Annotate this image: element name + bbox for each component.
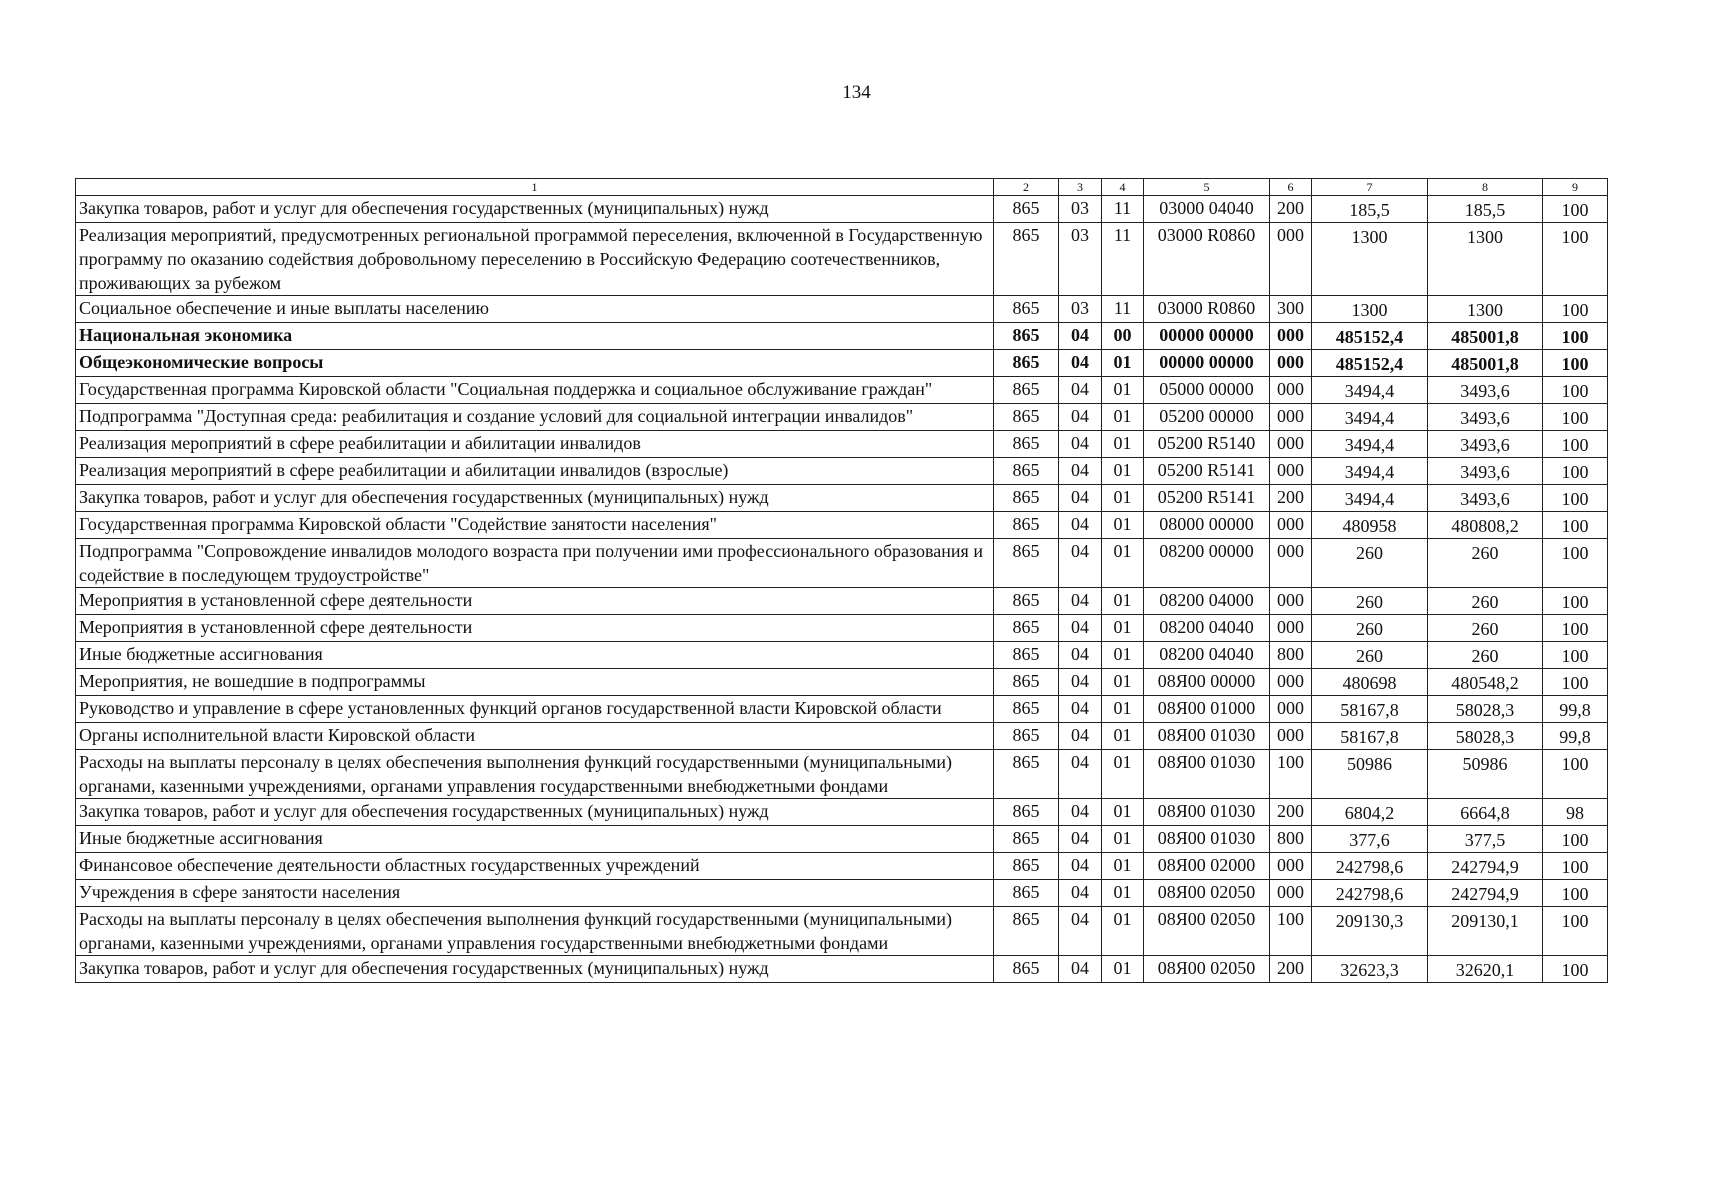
planned-amount-cell: 3494,4 bbox=[1312, 431, 1428, 458]
planned-amount-cell: 209130,3 bbox=[1312, 907, 1428, 956]
section-code-cell: 04 bbox=[1059, 588, 1102, 615]
execution-percent-cell: 100 bbox=[1543, 907, 1608, 956]
table-row bbox=[76, 512, 1608, 539]
subsection-code-cell: 11 bbox=[1102, 223, 1144, 296]
item-name-cell: Реализация мероприятий в сфере реабилитации и абилитации инвалидов bbox=[76, 431, 994, 458]
executed-amount-cell: 480808,2 bbox=[1428, 512, 1543, 539]
expense-type-cell: 800 bbox=[1270, 826, 1312, 853]
execution-percent-cell: 100 bbox=[1543, 296, 1608, 323]
planned-amount-cell: 6804,2 bbox=[1312, 799, 1428, 826]
item-name-cell: Закупка товаров, работ и услуг для обеспечения государственных (муниципальных) нужд bbox=[76, 799, 994, 826]
column-header: 1 bbox=[76, 179, 994, 196]
ministry-code-cell: 865 bbox=[994, 323, 1059, 350]
subsection-code-cell: 01 bbox=[1102, 799, 1144, 826]
expense-type-cell: 100 bbox=[1270, 907, 1312, 956]
section-code-cell: 04 bbox=[1059, 669, 1102, 696]
executed-amount-cell: 485001,8 bbox=[1428, 350, 1543, 377]
expense-type-cell: 200 bbox=[1270, 956, 1312, 983]
expense-type-cell: 100 bbox=[1270, 750, 1312, 799]
planned-amount-cell: 32623,3 bbox=[1312, 956, 1428, 983]
subsection-code-cell: 01 bbox=[1102, 907, 1144, 956]
execution-percent-cell: 100 bbox=[1543, 539, 1608, 588]
executed-amount-cell: 32620,1 bbox=[1428, 956, 1543, 983]
column-header: 4 bbox=[1102, 179, 1144, 196]
planned-amount-cell: 242798,6 bbox=[1312, 880, 1428, 907]
table-row bbox=[76, 956, 1608, 983]
target-article-cell: 08Я00 01030 bbox=[1144, 723, 1270, 750]
executed-amount-cell: 242794,9 bbox=[1428, 853, 1543, 880]
executed-amount-cell: 3493,6 bbox=[1428, 458, 1543, 485]
ministry-code-cell: 865 bbox=[994, 880, 1059, 907]
target-article-cell: 05200 R5141 bbox=[1144, 458, 1270, 485]
ministry-code-cell: 865 bbox=[994, 458, 1059, 485]
subsection-code-cell: 01 bbox=[1102, 431, 1144, 458]
planned-amount-cell: 485152,4 bbox=[1312, 350, 1428, 377]
table-row bbox=[76, 588, 1608, 615]
section-code-cell: 04 bbox=[1059, 826, 1102, 853]
item-name-cell: Реализация мероприятий в сфере реабилитации и абилитации инвалидов (взрослые) bbox=[76, 458, 994, 485]
item-name-cell: Иные бюджетные ассигнования bbox=[76, 642, 994, 669]
item-name-cell: Национальная экономика bbox=[76, 323, 994, 350]
target-article-cell: 05000 00000 bbox=[1144, 377, 1270, 404]
item-name-cell: Социальное обеспечение и иные выплаты населению bbox=[76, 296, 994, 323]
execution-percent-cell: 100 bbox=[1543, 669, 1608, 696]
item-name-cell: Государственная программа Кировской области "Социальная поддержка и социальное обслуживание граждан" bbox=[76, 377, 994, 404]
executed-amount-cell: 3493,6 bbox=[1428, 377, 1543, 404]
section-code-cell: 04 bbox=[1059, 880, 1102, 907]
item-name-cell: Финансовое обеспечение деятельности областных государственных учреждений bbox=[76, 853, 994, 880]
ministry-code-cell: 865 bbox=[994, 799, 1059, 826]
executed-amount-cell: 58028,3 bbox=[1428, 723, 1543, 750]
table-row bbox=[76, 907, 1608, 956]
subsection-code-cell: 01 bbox=[1102, 485, 1144, 512]
execution-percent-cell: 100 bbox=[1543, 377, 1608, 404]
execution-percent-cell: 100 bbox=[1543, 880, 1608, 907]
planned-amount-cell: 260 bbox=[1312, 588, 1428, 615]
planned-amount-cell: 260 bbox=[1312, 615, 1428, 642]
executed-amount-cell: 377,5 bbox=[1428, 826, 1543, 853]
target-article-cell: 00000 00000 bbox=[1144, 350, 1270, 377]
section-code-cell: 03 bbox=[1059, 223, 1102, 296]
column-header: 8 bbox=[1428, 179, 1543, 196]
planned-amount-cell: 260 bbox=[1312, 539, 1428, 588]
ministry-code-cell: 865 bbox=[994, 223, 1059, 296]
planned-amount-cell: 58167,8 bbox=[1312, 723, 1428, 750]
ministry-code-cell: 865 bbox=[994, 615, 1059, 642]
item-name-cell: Расходы на выплаты персоналу в целях обеспечения выполнения функций государственными (муниципальными) органами, казенными учреждениями, органами управления государственными внебюджетными фондами bbox=[76, 750, 994, 799]
executed-amount-cell: 50986 bbox=[1428, 750, 1543, 799]
target-article-cell: 08Я00 01000 bbox=[1144, 696, 1270, 723]
item-name-cell: Органы исполнительной власти Кировской области bbox=[76, 723, 994, 750]
table-row bbox=[76, 880, 1608, 907]
ministry-code-cell: 865 bbox=[994, 539, 1059, 588]
ministry-code-cell: 865 bbox=[994, 642, 1059, 669]
executed-amount-cell: 260 bbox=[1428, 615, 1543, 642]
planned-amount-cell: 50986 bbox=[1312, 750, 1428, 799]
execution-percent-cell: 100 bbox=[1543, 956, 1608, 983]
table-row bbox=[76, 404, 1608, 431]
section-code-cell: 04 bbox=[1059, 323, 1102, 350]
ministry-code-cell: 865 bbox=[994, 588, 1059, 615]
execution-percent-cell: 100 bbox=[1543, 826, 1608, 853]
table-row bbox=[76, 826, 1608, 853]
section-code-cell: 04 bbox=[1059, 431, 1102, 458]
subsection-code-cell: 01 bbox=[1102, 588, 1144, 615]
planned-amount-cell: 58167,8 bbox=[1312, 696, 1428, 723]
subsection-code-cell: 01 bbox=[1102, 377, 1144, 404]
expense-type-cell: 000 bbox=[1270, 853, 1312, 880]
ministry-code-cell: 865 bbox=[994, 723, 1059, 750]
expense-type-cell: 000 bbox=[1270, 223, 1312, 296]
item-name-cell: Реализация мероприятий, предусмотренных региональной программой переселения, включенной в Государственную программу по оказанию содействия добровольному переселению в Российскую Федерацию соотечественников, проживающих за рубежом bbox=[76, 223, 994, 296]
executed-amount-cell: 209130,1 bbox=[1428, 907, 1543, 956]
table-row bbox=[76, 350, 1608, 377]
item-name-cell: Мероприятия, не вошедшие в подпрограммы bbox=[76, 669, 994, 696]
planned-amount-cell: 242798,6 bbox=[1312, 853, 1428, 880]
column-header: 5 bbox=[1144, 179, 1270, 196]
subsection-code-cell: 01 bbox=[1102, 539, 1144, 588]
column-header: 9 bbox=[1543, 179, 1608, 196]
execution-percent-cell: 100 bbox=[1543, 404, 1608, 431]
execution-percent-cell: 100 bbox=[1543, 350, 1608, 377]
subsection-code-cell: 01 bbox=[1102, 669, 1144, 696]
ministry-code-cell: 865 bbox=[994, 826, 1059, 853]
table-row bbox=[76, 539, 1608, 588]
executed-amount-cell: 3493,6 bbox=[1428, 404, 1543, 431]
target-article-cell: 05200 R5141 bbox=[1144, 485, 1270, 512]
subsection-code-cell: 01 bbox=[1102, 880, 1144, 907]
expense-type-cell: 000 bbox=[1270, 350, 1312, 377]
page-number: 134 bbox=[842, 82, 871, 103]
ministry-code-cell: 865 bbox=[994, 669, 1059, 696]
section-code-cell: 04 bbox=[1059, 539, 1102, 588]
planned-amount-cell: 3494,4 bbox=[1312, 404, 1428, 431]
section-code-cell: 04 bbox=[1059, 350, 1102, 377]
subsection-code-cell: 01 bbox=[1102, 750, 1144, 799]
table-row bbox=[76, 723, 1608, 750]
table-row bbox=[76, 296, 1608, 323]
budget-table bbox=[75, 178, 1608, 983]
table-row bbox=[76, 223, 1608, 296]
target-article-cell: 05200 R5140 bbox=[1144, 431, 1270, 458]
column-header: 2 bbox=[994, 179, 1059, 196]
expense-type-cell: 000 bbox=[1270, 723, 1312, 750]
expense-type-cell: 000 bbox=[1270, 669, 1312, 696]
subsection-code-cell: 01 bbox=[1102, 512, 1144, 539]
subsection-code-cell: 01 bbox=[1102, 853, 1144, 880]
planned-amount-cell: 480958 bbox=[1312, 512, 1428, 539]
subsection-code-cell: 11 bbox=[1102, 296, 1144, 323]
table-row bbox=[76, 750, 1608, 799]
table-row bbox=[76, 458, 1608, 485]
execution-percent-cell: 100 bbox=[1543, 485, 1608, 512]
section-code-cell: 04 bbox=[1059, 485, 1102, 512]
ministry-code-cell: 865 bbox=[994, 956, 1059, 983]
execution-percent-cell: 100 bbox=[1543, 615, 1608, 642]
execution-percent-cell: 100 bbox=[1543, 588, 1608, 615]
expense-type-cell: 200 bbox=[1270, 799, 1312, 826]
section-code-cell: 04 bbox=[1059, 458, 1102, 485]
ministry-code-cell: 865 bbox=[994, 350, 1059, 377]
expense-type-cell: 000 bbox=[1270, 431, 1312, 458]
section-code-cell: 04 bbox=[1059, 377, 1102, 404]
expense-type-cell: 000 bbox=[1270, 880, 1312, 907]
planned-amount-cell: 480698 bbox=[1312, 669, 1428, 696]
expense-type-cell: 000 bbox=[1270, 539, 1312, 588]
table-row bbox=[76, 696, 1608, 723]
target-article-cell: 03000 R0860 bbox=[1144, 296, 1270, 323]
ministry-code-cell: 865 bbox=[994, 404, 1059, 431]
ministry-code-cell: 865 bbox=[994, 907, 1059, 956]
section-code-cell: 04 bbox=[1059, 512, 1102, 539]
target-article-cell: 08Я00 02050 bbox=[1144, 880, 1270, 907]
expense-type-cell: 000 bbox=[1270, 615, 1312, 642]
planned-amount-cell: 485152,4 bbox=[1312, 323, 1428, 350]
ministry-code-cell: 865 bbox=[994, 196, 1059, 223]
subsection-code-cell: 01 bbox=[1102, 404, 1144, 431]
subsection-code-cell: 01 bbox=[1102, 696, 1144, 723]
item-name-cell: Руководство и управление в сфере установленных функций органов государственной власти Кировской области bbox=[76, 696, 994, 723]
table-row bbox=[76, 196, 1608, 223]
executed-amount-cell: 260 bbox=[1428, 642, 1543, 669]
target-article-cell: 08Я00 01030 bbox=[1144, 750, 1270, 799]
execution-percent-cell: 99,8 bbox=[1543, 696, 1608, 723]
item-name-cell: Расходы на выплаты персоналу в целях обеспечения выполнения функций государственными (муниципальными) органами, казенными учреждениями, органами управления государственными внебюджетными фондами bbox=[76, 907, 994, 956]
ministry-code-cell: 865 bbox=[994, 750, 1059, 799]
execution-percent-cell: 100 bbox=[1543, 512, 1608, 539]
execution-percent-cell: 100 bbox=[1543, 196, 1608, 223]
item-name-cell: Мероприятия в установленной сфере деятельности bbox=[76, 615, 994, 642]
subsection-code-cell: 01 bbox=[1102, 956, 1144, 983]
subsection-code-cell: 01 bbox=[1102, 723, 1144, 750]
planned-amount-cell: 185,5 bbox=[1312, 196, 1428, 223]
expense-type-cell: 000 bbox=[1270, 323, 1312, 350]
subsection-code-cell: 01 bbox=[1102, 642, 1144, 669]
target-article-cell: 08200 04040 bbox=[1144, 615, 1270, 642]
ministry-code-cell: 865 bbox=[994, 512, 1059, 539]
executed-amount-cell: 6664,8 bbox=[1428, 799, 1543, 826]
section-code-cell: 04 bbox=[1059, 799, 1102, 826]
planned-amount-cell: 1300 bbox=[1312, 296, 1428, 323]
expense-type-cell: 000 bbox=[1270, 404, 1312, 431]
execution-percent-cell: 99,8 bbox=[1543, 723, 1608, 750]
expense-type-cell: 200 bbox=[1270, 485, 1312, 512]
expense-type-cell: 200 bbox=[1270, 196, 1312, 223]
target-article-cell: 08Я00 02050 bbox=[1144, 907, 1270, 956]
section-code-cell: 04 bbox=[1059, 404, 1102, 431]
ministry-code-cell: 865 bbox=[994, 696, 1059, 723]
subsection-code-cell: 00 bbox=[1102, 323, 1144, 350]
target-article-cell: 03000 04040 bbox=[1144, 196, 1270, 223]
expense-type-cell: 000 bbox=[1270, 458, 1312, 485]
expense-type-cell: 000 bbox=[1270, 588, 1312, 615]
execution-percent-cell: 98 bbox=[1543, 799, 1608, 826]
target-article-cell: 00000 00000 bbox=[1144, 323, 1270, 350]
executed-amount-cell: 480548,2 bbox=[1428, 669, 1543, 696]
ministry-code-cell: 865 bbox=[994, 853, 1059, 880]
item-name-cell: Общеэкономические вопросы bbox=[76, 350, 994, 377]
section-code-cell: 04 bbox=[1059, 723, 1102, 750]
target-article-cell: 03000 R0860 bbox=[1144, 223, 1270, 296]
planned-amount-cell: 260 bbox=[1312, 642, 1428, 669]
ministry-code-cell: 865 bbox=[994, 296, 1059, 323]
executed-amount-cell: 3493,6 bbox=[1428, 431, 1543, 458]
planned-amount-cell: 3494,4 bbox=[1312, 458, 1428, 485]
expense-type-cell: 000 bbox=[1270, 512, 1312, 539]
executed-amount-cell: 185,5 bbox=[1428, 196, 1543, 223]
target-article-cell: 08200 04040 bbox=[1144, 642, 1270, 669]
section-code-cell: 03 bbox=[1059, 196, 1102, 223]
section-code-cell: 04 bbox=[1059, 907, 1102, 956]
executed-amount-cell: 1300 bbox=[1428, 296, 1543, 323]
table-row bbox=[76, 799, 1608, 826]
section-code-cell: 04 bbox=[1059, 956, 1102, 983]
target-article-cell: 08Я00 01030 bbox=[1144, 799, 1270, 826]
section-code-cell: 04 bbox=[1059, 696, 1102, 723]
planned-amount-cell: 1300 bbox=[1312, 223, 1428, 296]
target-article-cell: 08Я00 00000 bbox=[1144, 669, 1270, 696]
item-name-cell: Подпрограмма "Доступная среда: реабилитация и создание условий для социальной интеграции инвалидов" bbox=[76, 404, 994, 431]
item-name-cell: Закупка товаров, работ и услуг для обеспечения государственных (муниципальных) нужд bbox=[76, 956, 994, 983]
section-code-cell: 04 bbox=[1059, 853, 1102, 880]
item-name-cell: Государственная программа Кировской области "Содействие занятости населения" bbox=[76, 512, 994, 539]
table-row bbox=[76, 615, 1608, 642]
subsection-code-cell: 01 bbox=[1102, 826, 1144, 853]
table-row bbox=[76, 669, 1608, 696]
section-code-cell: 03 bbox=[1059, 296, 1102, 323]
executed-amount-cell: 260 bbox=[1428, 588, 1543, 615]
item-name-cell: Закупка товаров, работ и услуг для обеспечения государственных (муниципальных) нужд bbox=[76, 196, 994, 223]
table-row bbox=[76, 485, 1608, 512]
executed-amount-cell: 1300 bbox=[1428, 223, 1543, 296]
execution-percent-cell: 100 bbox=[1543, 458, 1608, 485]
ministry-code-cell: 865 bbox=[994, 431, 1059, 458]
table-row bbox=[76, 431, 1608, 458]
column-header: 6 bbox=[1270, 179, 1312, 196]
subsection-code-cell: 01 bbox=[1102, 615, 1144, 642]
executed-amount-cell: 260 bbox=[1428, 539, 1543, 588]
planned-amount-cell: 377,6 bbox=[1312, 826, 1428, 853]
target-article-cell: 08Я00 01030 bbox=[1144, 826, 1270, 853]
expense-type-cell: 000 bbox=[1270, 696, 1312, 723]
planned-amount-cell: 3494,4 bbox=[1312, 377, 1428, 404]
target-article-cell: 08Я00 02050 bbox=[1144, 956, 1270, 983]
execution-percent-cell: 100 bbox=[1543, 323, 1608, 350]
column-header: 7 bbox=[1312, 179, 1428, 196]
table-row bbox=[76, 642, 1608, 669]
section-code-cell: 04 bbox=[1059, 750, 1102, 799]
item-name-cell: Мероприятия в установленной сфере деятельности bbox=[76, 588, 994, 615]
target-article-cell: 08000 00000 bbox=[1144, 512, 1270, 539]
subsection-code-cell: 01 bbox=[1102, 350, 1144, 377]
target-article-cell: 05200 00000 bbox=[1144, 404, 1270, 431]
executed-amount-cell: 242794,9 bbox=[1428, 880, 1543, 907]
target-article-cell: 08200 00000 bbox=[1144, 539, 1270, 588]
execution-percent-cell: 100 bbox=[1543, 642, 1608, 669]
item-name-cell: Учреждения в сфере занятости населения bbox=[76, 880, 994, 907]
subsection-code-cell: 11 bbox=[1102, 196, 1144, 223]
table-body bbox=[76, 179, 1608, 983]
section-code-cell: 04 bbox=[1059, 642, 1102, 669]
expense-type-cell: 800 bbox=[1270, 642, 1312, 669]
execution-percent-cell: 100 bbox=[1543, 431, 1608, 458]
executed-amount-cell: 3493,6 bbox=[1428, 485, 1543, 512]
item-name-cell: Подпрограмма "Сопровождение инвалидов молодого возраста при получении ими профессионального образования и содействие в последующем трудоустройстве" bbox=[76, 539, 994, 588]
ministry-code-cell: 865 bbox=[994, 377, 1059, 404]
table-row bbox=[76, 377, 1608, 404]
execution-percent-cell: 100 bbox=[1543, 853, 1608, 880]
column-header: 3 bbox=[1059, 179, 1102, 196]
column-number-row bbox=[76, 179, 1608, 196]
expense-type-cell: 300 bbox=[1270, 296, 1312, 323]
executed-amount-cell: 485001,8 bbox=[1428, 323, 1543, 350]
item-name-cell: Иные бюджетные ассигнования bbox=[76, 826, 994, 853]
planned-amount-cell: 3494,4 bbox=[1312, 485, 1428, 512]
section-code-cell: 04 bbox=[1059, 615, 1102, 642]
execution-percent-cell: 100 bbox=[1543, 223, 1608, 296]
executed-amount-cell: 58028,3 bbox=[1428, 696, 1543, 723]
item-name-cell: Закупка товаров, работ и услуг для обеспечения государственных (муниципальных) нужд bbox=[76, 485, 994, 512]
subsection-code-cell: 01 bbox=[1102, 458, 1144, 485]
execution-percent-cell: 100 bbox=[1543, 750, 1608, 799]
target-article-cell: 08Я00 02000 bbox=[1144, 853, 1270, 880]
ministry-code-cell: 865 bbox=[994, 485, 1059, 512]
target-article-cell: 08200 04000 bbox=[1144, 588, 1270, 615]
expense-type-cell: 000 bbox=[1270, 377, 1312, 404]
table-row bbox=[76, 853, 1608, 880]
table-row bbox=[76, 323, 1608, 350]
